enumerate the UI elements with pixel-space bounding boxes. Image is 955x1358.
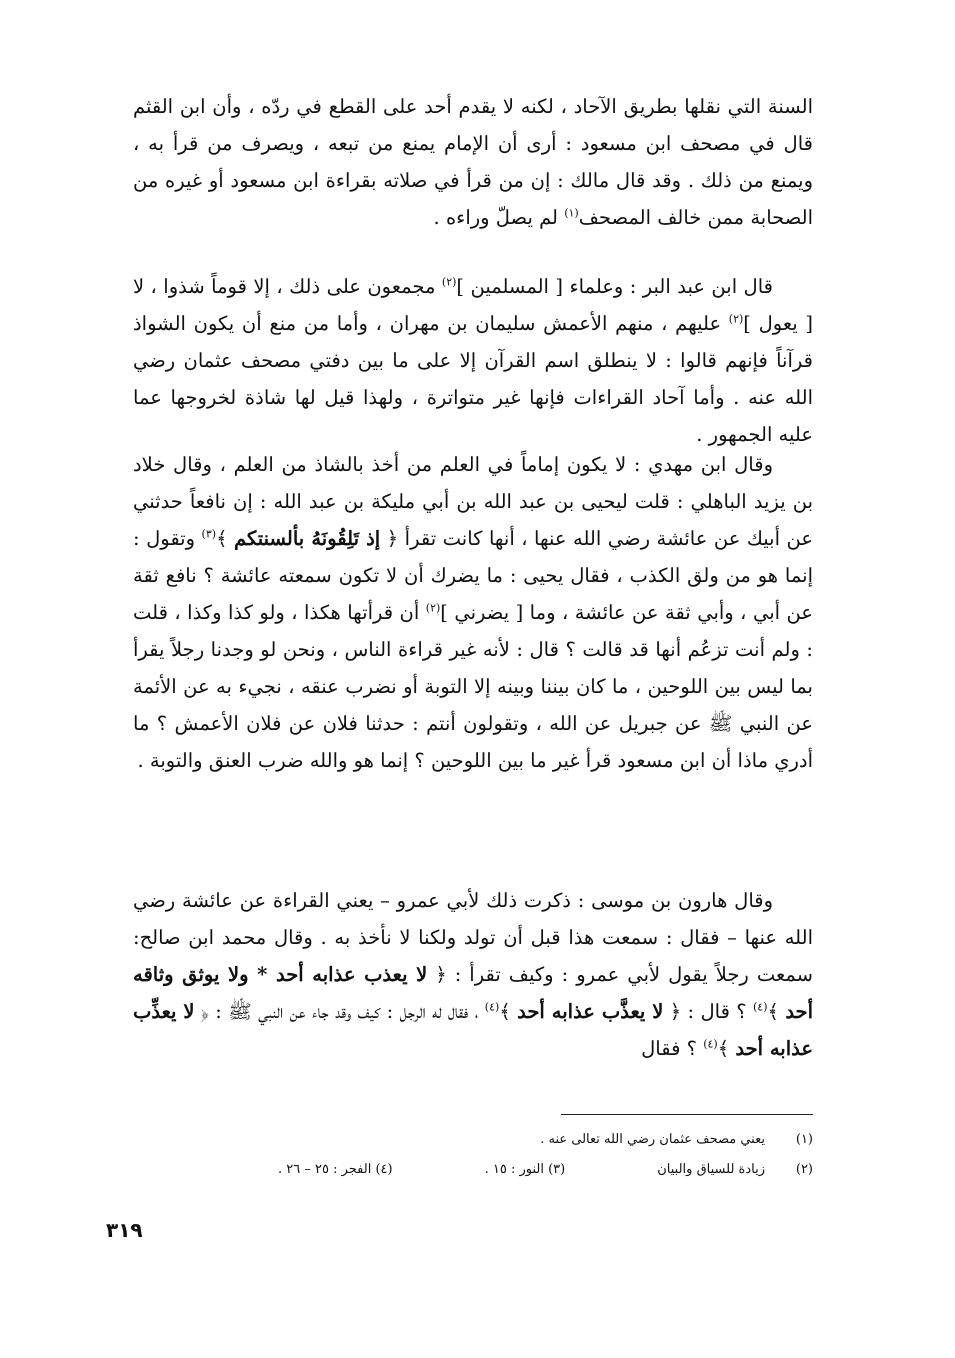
footnote-ref-4a[interactable]: (٤) xyxy=(753,1000,768,1014)
quran-bracket-close: ﴾ xyxy=(717,1037,736,1060)
footnote-ref-2b[interactable]: (٢) xyxy=(728,312,744,326)
paragraph-4 xyxy=(133,882,813,1067)
footnote-4-text: (٤) الفجر : ٢٥ – ٢٦ . xyxy=(278,1162,393,1177)
paragraph-2-text-a: قال ابن عبد البر : وعلماء [ المسلمين ] xyxy=(456,275,773,298)
footnote-1-text: يعني مصحف عثمان رضي الله تعالى عنه . xyxy=(540,1132,765,1147)
paragraph-2-text-b: مجمعون على ذلك ، إلا قوماً شذوا ، لا [ يعول ] xyxy=(133,275,813,335)
paragraph-4-text-a: وقال هارون بن موسى : ذكرت ذلك لأبي عمرو – يعني القراءة عن عائشة رضي الله عنها – فقال : سمعت هذا قبل أن تولد ولكنا لا نأخذ به . وقال محمد ابن صالح: سمعت رجلاً يقول لأبي عمرو : وكيف تقرأ : ﴿ xyxy=(133,889,813,986)
footnote-3-text: (٣) النور : ١٥ . xyxy=(484,1162,566,1177)
paragraph-1-text: السنة التي نقلها بطريق الآحاد ، لكنه لا يقدم أحد على القطع في ردّه ، وأن ابن القثم قال في مصحف ابن مسعود : أرى أن الإمام يمنع من تبعه ، ويصرف من قرأ به ، ويمنع من ذلك . وقد قال مالك : إن من قرأ في صلاته بقراءة ابن مسعود أو غيره من الصحابة ممن خالف المصحف xyxy=(133,95,813,229)
paragraph-3-text-c: أن قرأتها هكذا ، ولو كذا وكذا ، قلت : ولم أنت تزعُم أنها قد قالت ؟ قال : لأنه غير قراءة الناس ، ونحن لو وجدنا رجلاً يقرأ بما ليس بين اللوحين ، ما كان بيننا وبينه إلا التوبة أو نضرب عنقه ، نجيء به عن الأئمة عن النبي ﷺ عن جبريل عن الله ، وتقولون أنتم : حدثنا فلان عن فلان الأعمش ؟ ما أدري ماذا أن ابن مسعود قرأ غير ما بين اللوحين ؟ إنما هو والله ضرب العنق والتوبة . xyxy=(133,601,813,772)
quran-quote-4: لا يعذِّب عذابه أحد xyxy=(133,1000,813,1060)
footnote-2-number: (٢) xyxy=(795,1162,813,1177)
footnote-ref-2[interactable]: (٢) xyxy=(441,275,457,289)
quran-quote-2: لا يعذب عذابه أحد * ولا يوثق وثاقه أحد xyxy=(133,963,814,1023)
footnote-1 xyxy=(133,1130,813,1150)
footnote-ref-2c[interactable]: (٢) xyxy=(425,601,441,615)
footnote-ref-3[interactable]: (٣) xyxy=(201,527,217,541)
footnote-1-number: (١) xyxy=(795,1132,813,1147)
paragraph-3 xyxy=(133,446,813,779)
quran-bracket-close: ﴾ xyxy=(767,1000,786,1023)
paragraph-3-text-a: وقال ابن مهدي : لا يكون إماماً في العلم من أخذ بالشاذ من العلم ، وقال خلاد بن يزيد الباهلي : قلت ليحيى بن عبد الله بن أبي مليكة بن عبد الله : إن نافعاً حدثني عن أبيك عن عائشة رضي الله عنها ، أنها كانت تقرأ ﴿ xyxy=(133,453,814,550)
paragraph-2-text-c: عليهم ، منهم الأعمش سليمان بن مهران ، وأما من منع أن يكون الشواذ قرآناً فإنهم قالوا : لا ينطلق اسم القرآن إلا على ما بين دفتي مصحف عثمان رضي الله عنه . وأما آحاد القراءات فإنها غير متواترة ، ولهذا قيل لها شاذة لخروجها عما عليه الجمهور . xyxy=(133,312,813,446)
footnote-ref-4b[interactable]: (٤) xyxy=(484,1000,500,1014)
quran-bracket-close: ﴾ xyxy=(216,527,234,550)
footnote-ref-4c[interactable]: (٤) xyxy=(703,1037,718,1051)
footnote-row-2 xyxy=(133,1160,813,1180)
quran-quote-3: لا يعذَّب عذابه أحد xyxy=(517,1000,664,1023)
footnote-ref-1[interactable]: (١) xyxy=(564,206,579,220)
paragraph-4-text-c: ، فقال له الرجل : كيف وقد جاء عن النبي ﷺ : ﴿ xyxy=(194,1000,485,1023)
quran-bracket-close: ﴾ xyxy=(499,1000,518,1023)
footnote-2-text: زيادة للسياق والبيان xyxy=(657,1162,765,1177)
paragraph-4-text-d: ؟ فقال xyxy=(641,1037,704,1060)
footnote-divider xyxy=(561,1114,813,1115)
paragraph-1 xyxy=(133,88,813,236)
paragraph-2 xyxy=(133,268,813,453)
paragraph-3-text-b: وتقول : إنما هو من ولق الكذب ، فقال يحيى : ما يضرك أن لا تكون سمعته عائشة ؟ نافع ثقة عن أبي ، وأبي ثقة عن عائشة ، وما [ يضرني ] xyxy=(133,527,813,624)
page-number: ٣١٩ xyxy=(106,1218,143,1242)
paragraph-1-end: لم يصلّ وراءه . xyxy=(433,206,565,229)
paragraph-4-text-b: ؟ قال : ﴿ xyxy=(663,1000,753,1023)
quran-quote-1: إذ تَلِقُونَهُ بألسنتكم xyxy=(234,527,381,550)
